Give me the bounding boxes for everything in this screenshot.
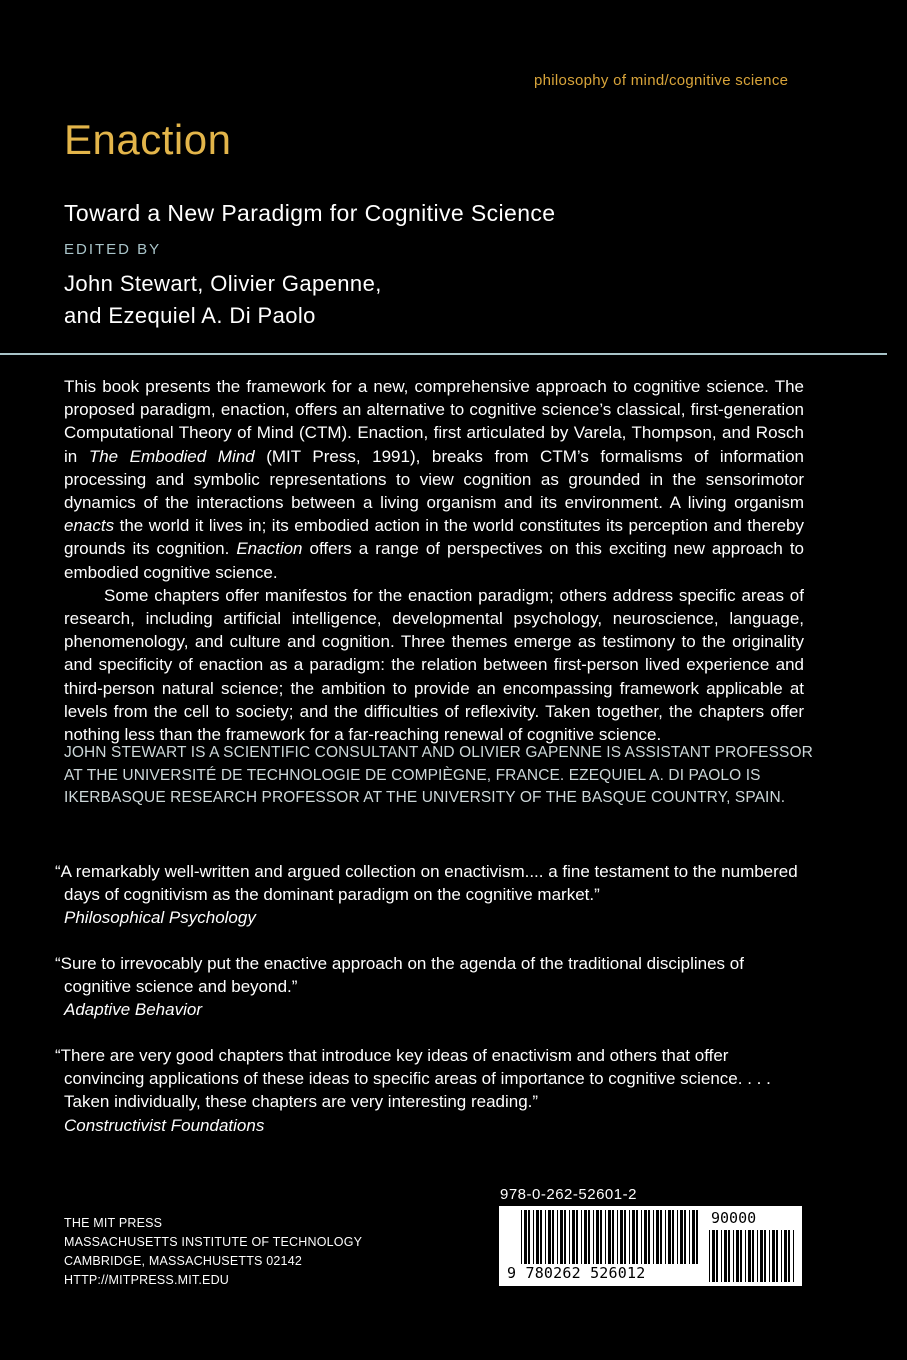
editors: [64, 268, 382, 332]
barcode-bar: [648, 1210, 650, 1264]
barcode-bar: [521, 1210, 522, 1264]
barcode-bar: [684, 1210, 686, 1264]
barcode-bar: [696, 1210, 698, 1264]
barcode-bar: [784, 1230, 787, 1282]
barcode-bar: [772, 1230, 775, 1282]
barcode-bar: [533, 1210, 534, 1264]
barcode-bar: [629, 1210, 630, 1264]
barcode-bar: [692, 1210, 695, 1264]
barcode-bar: [605, 1210, 606, 1264]
isbn-number: 978-0-262-52601-2: [500, 1186, 637, 1203]
review-quote: [55, 952, 805, 1022]
barcode-bar: [608, 1210, 611, 1264]
publisher-institute: MASSACHUSETTS INSTITUTE OF TECHNOLOGY: [64, 1235, 363, 1249]
barcode-digits: 9 780262 526012: [507, 1264, 646, 1282]
review-quote: [55, 1044, 805, 1137]
barcode-bar: [764, 1230, 766, 1282]
barcode-bar: [576, 1210, 578, 1264]
barcode-bar: [620, 1210, 623, 1264]
barcode-bar: [593, 1210, 594, 1264]
barcode-bar: [536, 1210, 539, 1264]
barcode-bar: [668, 1210, 671, 1264]
barcode-bar: [716, 1230, 718, 1282]
category-label: philosophy of mind/cognitive science: [534, 72, 789, 89]
barcode-bar: [793, 1230, 794, 1282]
description-paragraph-1: This book presents the framework for a new, comprehensive approach to cognitive science. The proposed paradigm, enaction, offers an alternative to cognitive science’s classical, first-generation Computational Theory of Mind (CTM). Enaction, first articulated by Varela, Thompson, and Rosch in The Embodied Mind (MIT Press, 1991), breaks from CTM’s formalisms of information processing and symbolic representations to view cognition as grounded in the sensorimotor dynamics of the interactions between a living organism and its environment. A living organism enacts the world it lives in; its embodied action in the world constitutes its perception and thereby grounds its cognition. Enaction offers a range of perspectives on this exciting new approach to embodied cognitive science.: [64, 377, 804, 582]
barcode-bar: [569, 1210, 570, 1264]
barcode-bar: [596, 1210, 599, 1264]
editors-line-2: and Ezequiel A. Di Paolo: [64, 303, 316, 328]
barcode-bar: [760, 1230, 763, 1282]
barcode-bar: [656, 1210, 659, 1264]
barcode-bar: [712, 1230, 715, 1282]
quote-source: Philosophical Psychology: [64, 908, 256, 928]
barcode-addon-digits: 90000: [711, 1209, 757, 1227]
barcode-bar: [653, 1210, 654, 1264]
barcode-bar: [757, 1230, 758, 1282]
barcode-bar: [680, 1210, 683, 1264]
quote-text: “A remarkably well-written and argued collection on enactivism.... a fine testament to the numbered days of cognitivism as the dominant paradigm on the cognitive market.”: [55, 862, 798, 905]
publisher-info: [64, 1214, 362, 1290]
book-description: [64, 375, 804, 746]
divider-rule: [0, 353, 887, 355]
quote-text: “Sure to irrevocably put the enactive approach on the agenda of the traditional disciplines of cognitive science and beyond.”: [55, 954, 744, 997]
publisher-address: CAMBRIDGE, MASSACHUSETTS 02142: [64, 1254, 303, 1268]
barcode-bar: [624, 1210, 626, 1264]
barcode-bar: [560, 1210, 563, 1264]
barcode-bar: [677, 1210, 678, 1264]
publisher-url: HTTP://MITPRESS.MIT.EDU: [64, 1273, 230, 1287]
barcode-bar: [740, 1230, 742, 1282]
barcode-bar: [540, 1210, 542, 1264]
barcode-bar: [748, 1230, 751, 1282]
barcode-bar: [745, 1230, 746, 1282]
barcode-bar: [672, 1210, 674, 1264]
barcode-bar: [733, 1230, 734, 1282]
barcode-bar: [617, 1210, 618, 1264]
barcode-bar: [721, 1230, 722, 1282]
barcode-bar: [709, 1230, 710, 1282]
book-subtitle: Toward a New Paradigm for Cognitive Science: [64, 200, 556, 226]
about-editors: JOHN STEWART IS A SCIENTIFIC CONSULTANT AND OLIVIER GAPENNE IS ASSISTANT PROFESSOR AT THE UNIVERSITÉ DE TECHNOLOGIE DE COMPIÈGNE, FRANCE. EZEQUIEL A. DI PAOLO IS IKERBASQUE RESEARCH PROFESSOR AT THE UNIVERSITY OF THE BASQUE COUNTRY, SPAIN.: [64, 744, 813, 806]
barcode-bar: [632, 1210, 635, 1264]
barcode-bar: [752, 1230, 754, 1282]
barcode-bar: [689, 1210, 690, 1264]
barcode-bar: [552, 1210, 554, 1264]
edited-by-label: EDITED BY: [64, 241, 162, 258]
barcode-bar: [636, 1210, 638, 1264]
barcode-bar: [644, 1210, 647, 1264]
editors-line-1: John Stewart, Olivier Gapenne,: [64, 271, 382, 296]
barcode-bar: [581, 1210, 582, 1264]
quote-source: Constructivist Foundations: [64, 1115, 265, 1135]
barcode-bar: [548, 1210, 551, 1264]
barcode-bar: [600, 1210, 602, 1264]
review-quote: [55, 860, 805, 930]
barcode-bar: [769, 1230, 770, 1282]
isbn-barcode: [499, 1206, 802, 1286]
barcode-bar: [736, 1230, 739, 1282]
barcode-bar: [728, 1230, 730, 1282]
barcode-bar: [776, 1230, 778, 1282]
barcode-bar: [564, 1210, 566, 1264]
book-title: Enaction: [64, 116, 232, 163]
barcode-bar: [665, 1210, 666, 1264]
barcode-bar: [588, 1210, 590, 1264]
barcode-bar: [660, 1210, 662, 1264]
quote-text: “There are very good chapters that introduce key ideas of enactivism and others that offer convincing applications of these ideas to specific areas of importance to cognitive science. . . . Taken individually, these chapters are very interesting reading.”: [55, 1046, 771, 1112]
barcode-bar: [524, 1210, 527, 1264]
barcode-bar: [724, 1230, 727, 1282]
barcode-bar: [781, 1230, 782, 1282]
barcode-bar: [612, 1210, 614, 1264]
barcode-bar: [528, 1210, 530, 1264]
barcode-bar: [788, 1230, 790, 1282]
quote-source: Adaptive Behavior: [64, 1000, 202, 1020]
publisher-name: THE MIT PRESS: [64, 1216, 163, 1230]
barcode-bar: [572, 1210, 575, 1264]
barcode-bar: [557, 1210, 558, 1264]
barcode-bar: [545, 1210, 546, 1264]
barcode-bar: [584, 1210, 587, 1264]
barcode-bar: [641, 1210, 642, 1264]
description-paragraph-2: Some chapters offer manifestos for the enaction paradigm; others address specific areas of research, including artificial intelligence, developmental psychology, neuroscience, language, phenomenology, and culture and cognition. Three themes emerge as testimony to the originality and specificity of enaction as a paradigm: the relation between first-person lived experience and third-person natural science; the ambition to provide an encompassing framework applicable at levels from the cell to society; and the difficulties of reflexivity. Taken together, the chapters offer nothing less than the framework for a far-reaching renewal of cognitive science.: [64, 585, 804, 745]
